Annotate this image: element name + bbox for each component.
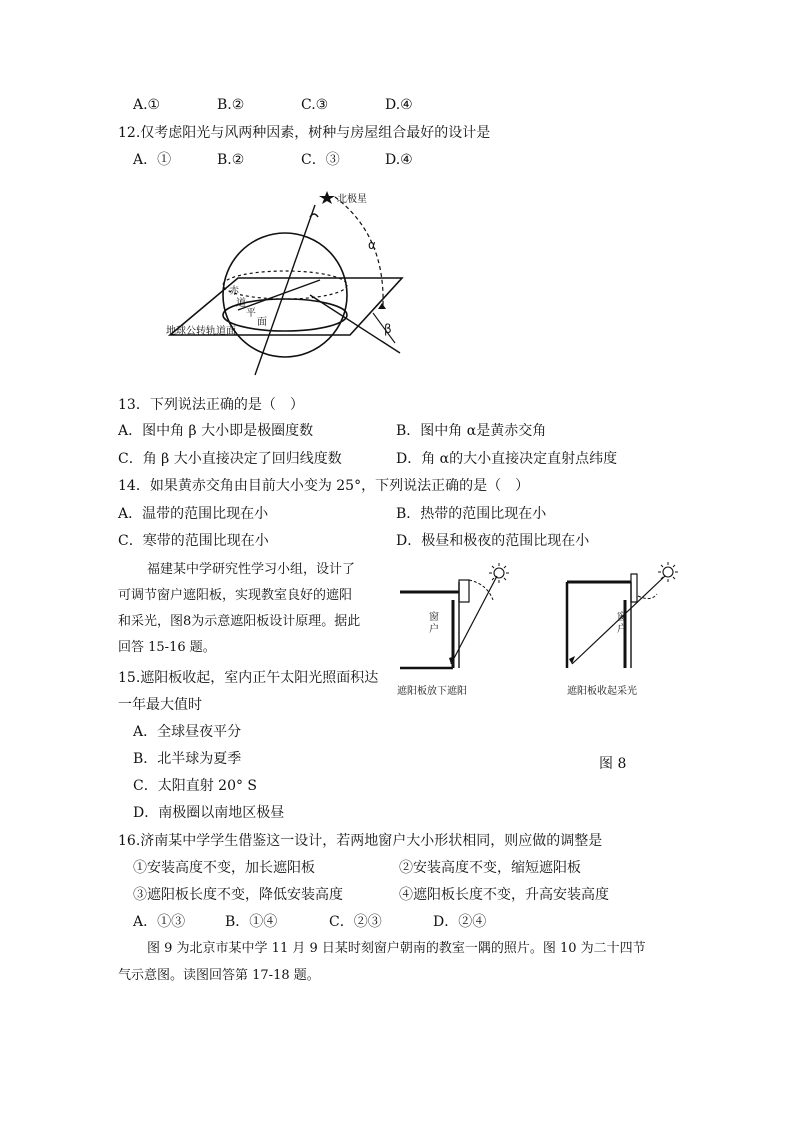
q15-option-b: B．北半球为夏季 [133, 751, 242, 767]
q13-stem: 13．下列说法正确的是（ ） [118, 397, 304, 413]
q11-option-d: D.④ [385, 97, 413, 113]
q15-stem-line-1: 15.遮阳板收起，室内正午太阳光照面积达 [118, 670, 379, 686]
q16-choice-3: ③遮阳板长度不变，降低安装高度 [133, 887, 343, 903]
q12-option-d: D.④ [385, 152, 413, 168]
equator-char-2: 道 [236, 298, 246, 309]
globe-orbit-diagram [160, 185, 410, 385]
q13-option-d: D．角 α的大小直接决定直射点纬度 [396, 451, 618, 467]
orbit-plane-label: 地球公转轨道面 [166, 326, 236, 337]
q15-option-a: A．全球昼夜平分 [133, 724, 242, 740]
q11-option-c: C.③ [301, 97, 329, 113]
q16-choice-2: ②安装高度不变，缩短遮阳板 [399, 860, 581, 876]
beta-label: β [384, 322, 392, 336]
q14-stem: 14．如果黄赤交角由目前大小变为 25°，下列说法正确的是（ ） [118, 478, 530, 494]
equator-char-3: 平 [246, 308, 256, 319]
q13-option-c: C．角 β 大小直接决定了回归线度数 [118, 451, 342, 467]
window-label-left: 窗户 [429, 612, 439, 635]
intro15-line-4: 回答 15-16 题。 [118, 640, 216, 655]
intro17-line-1: 图 9 为北京市某中学 11 月 9 日某时刻窗户朝南的教室一隅的照片。图 10 为二十四节 [147, 941, 646, 956]
caption-shade-down: 遮阳板放下遮阳 [397, 686, 467, 697]
q12-option-b: B.② [217, 152, 245, 168]
q12-stem: 12.仅考虑阳光与风两种因素，树种与房屋组合最好的设计是 [118, 125, 491, 141]
q16-choice-1: ①安装高度不变，加长遮阳板 [133, 860, 315, 876]
intro15-line-1: 福建某中学研究性学习小组，设计了 [147, 562, 356, 577]
q14-option-a: A．温带的范围比现在小 [118, 506, 269, 522]
q16-stem: 16.济南某中学学生借鉴这一设计，若两地窗户大小形状相同，则应做的调整是 [118, 833, 603, 849]
q16-option-c: C．②③ [329, 914, 382, 930]
intro17-line-2: 气示意图。读图回答第 17-18 题。 [118, 968, 320, 983]
q16-option-a: A．①③ [133, 914, 186, 930]
intro15-line-2: 可调节窗户遮阳板，实现教室良好的遮阳 [118, 588, 353, 603]
equator-char-4: 面 [257, 317, 267, 328]
figure-8-label: 图 8 [599, 756, 627, 772]
q16-option-b: B．①④ [225, 914, 278, 930]
window-label-right: 窗户 [617, 612, 627, 635]
q16-choice-4: ④遮阳板长度不变，升高安装高度 [399, 887, 609, 903]
q14-option-c: C．寒带的范围比现在小 [118, 533, 269, 549]
q14-option-b: B．热带的范围比现在小 [396, 506, 547, 522]
figure-8-sunshade-diagram [395, 560, 695, 680]
q13-option-a: A．图中角 β 大小即是极圈度数 [118, 423, 314, 439]
alpha-label: α [368, 238, 376, 252]
q13-option-b: B．图中角 α是黄赤交角 [396, 423, 547, 439]
q11-option-a: A.① [133, 97, 161, 113]
q15-option-c: C．太阳直射 20° S [133, 778, 258, 794]
q11-option-b: B.② [217, 97, 245, 113]
q12-option-a: A．① [133, 152, 172, 168]
q12-option-c: C．③ [301, 152, 340, 168]
equator-char-1: 赤 [229, 286, 239, 297]
q14-option-d: D．极昼和极夜的范围比现在小 [396, 533, 590, 549]
caption-shade-up: 遮阳板收起采光 [567, 686, 637, 697]
q15-option-d: D．南极圈以南地区极昼 [133, 805, 285, 821]
q16-option-d: D．②④ [433, 914, 487, 930]
north-star-label: 北极星 [337, 194, 367, 205]
intro15-line-3: 和采光，图8为示意遮阳板设计原理。据此 [118, 614, 361, 629]
q15-stem-line-2: 一年最大值时 [118, 697, 202, 713]
